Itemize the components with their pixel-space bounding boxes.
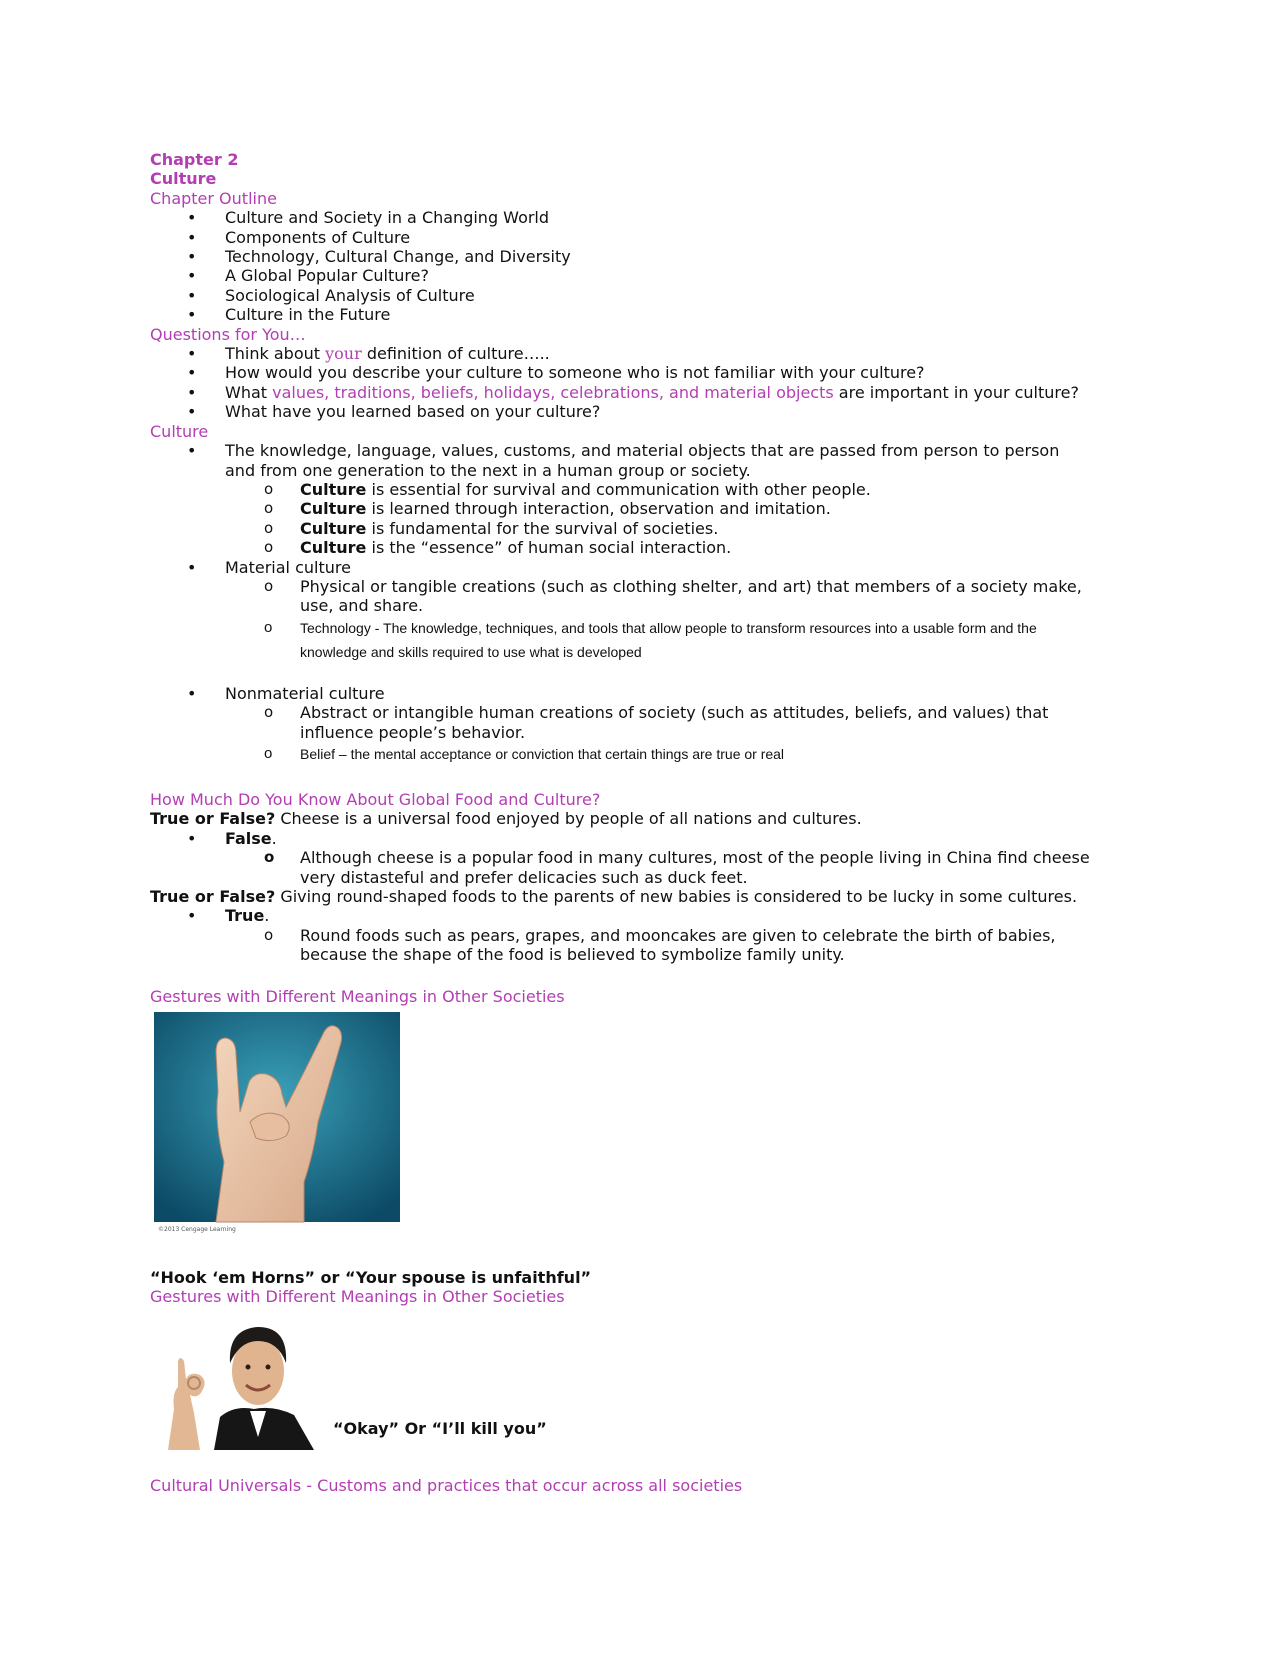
list-item: • Culture and Society in a Changing World (187, 208, 550, 228)
list-item: • Culture in the Future (187, 305, 391, 325)
sub-list-item: o Abstract or intangible human creations of society (such as attitudes, beliefs, and values) that influence people’s behavior. (264, 703, 1049, 742)
bullet-icon: • (187, 266, 197, 286)
list-item: • False. (187, 828, 277, 848)
gesture-caption: “Okay” Or “I’ll kill you” (333, 1419, 547, 1438)
emphasis-your: your (325, 344, 362, 364)
gesture-caption: “Hook ‘em Horns” or “Your spouse is unfaithful” (150, 1268, 592, 1287)
list-item: • The knowledge, language, values, customs, and material objects that are passed from person to person and from one generation to the next in a human group or society. (187, 441, 1060, 480)
emphasis-values: values, traditions, beliefs, holidays, celebrations, and material objects (272, 382, 834, 402)
okay-gesture-icon (154, 1317, 330, 1450)
bullet-icon: • (187, 557, 197, 577)
universals-heading: Cultural Universals - Customs and practices that occur across all societies (150, 1476, 743, 1495)
circle-bullet-icon: o (264, 518, 274, 537)
circle-bullet-icon: o (264, 925, 274, 944)
circle-bullet-icon: o (264, 744, 273, 762)
list-item: • Material culture (187, 557, 351, 577)
hand-horns-photo (154, 1012, 400, 1234)
bullet-icon: • (187, 906, 197, 926)
quiz-question: True or False? Cheese is a universal food enjoyed by people of all nations and cultures. (150, 809, 862, 829)
circle-bullet-icon: o (264, 848, 275, 867)
sub-list-item: o Round foods such as pears, grapes, and mooncakes are given to celebrate the birth of babies, because the shape of the food is believed to symbolize family unity. (264, 925, 1056, 965)
bullet-icon: • (187, 382, 197, 402)
list-item: • Nonmaterial culture (187, 683, 385, 703)
outline-heading: Chapter Outline (150, 188, 277, 208)
bullet-icon: • (187, 683, 197, 703)
circle-bullet-icon: o (264, 703, 274, 722)
bullet-icon: • (187, 247, 197, 267)
list-item: • Technology, Cultural Change, and Diversity (187, 247, 571, 267)
circle-bullet-icon: o (264, 576, 274, 595)
gestures-heading: Gestures with Different Meanings in Other Societies (150, 1287, 565, 1306)
quiz-question: True or False? Giving round-shaped foods to the parents of new babies is considered to be lucky in some cultures. (150, 887, 1078, 907)
culture-heading: Culture (150, 421, 209, 441)
questions-heading: Questions for You… (150, 324, 306, 344)
bullet-icon: • (187, 402, 197, 422)
okay-gesture-photo (154, 1317, 330, 1450)
svg-text:©2013 Cengage Learning: ©2013 Cengage Learning (158, 1226, 236, 1233)
bullet-icon: • (187, 344, 197, 364)
list-item: • What values, traditions, beliefs, holidays, celebrations, and material objects are important in your culture? (187, 382, 1079, 402)
bullet-icon: • (187, 305, 197, 325)
horns-gesture-icon (154, 1012, 400, 1234)
bullet-icon: • (187, 363, 197, 383)
circle-bullet-icon: o (264, 538, 274, 557)
list-item: • A Global Popular Culture? (187, 266, 429, 286)
list-item: • True. (187, 906, 270, 926)
document-page (150, 150, 1140, 766)
list-item: • How would you describe your culture to someone who is not familiar with your culture? (187, 363, 925, 383)
bullet-icon: • (187, 441, 197, 461)
sub-list-item: o Culture is learned through interaction, observation and imitation. (264, 499, 831, 519)
sub-list-item: o Physical or tangible creations (such as clothing shelter, and art) that members of a society make, use, and share. (264, 576, 1082, 616)
sub-list-item: o Culture is fundamental for the survival of societies. (264, 518, 719, 538)
food-section (150, 790, 1140, 965)
bullet-icon: • (187, 208, 197, 228)
list-item: • Sociological Analysis of Culture (187, 285, 475, 305)
sub-list-item: o Belief – the mental acceptance or conviction that certain things are true or real (150, 742, 1140, 766)
food-heading: How Much Do You Know About Global Food and Culture? (150, 790, 601, 809)
outline-list (150, 208, 1140, 324)
sub-list-item: o Culture is essential for survival and communication with other people. (264, 479, 871, 499)
list-item: • Components of Culture (187, 227, 411, 247)
sub-list-item: o Although cheese is a popular food in many cultures, most of the people living in China find cheese very distasteful and prefer delicacies such as duck feet. (264, 848, 1090, 887)
sub-list-item: o Technology - The knowledge, techniques, and tools that allow people to transform resources into a usable form and the knowledge and skills required to use what is developed (150, 616, 1140, 664)
bullet-icon: • (187, 227, 197, 247)
bullet-icon: • (187, 285, 197, 305)
list-item: • What have you learned based on your culture? (187, 402, 601, 422)
gestures-heading: Gestures with Different Meanings in Other Societies (150, 987, 565, 1006)
chapter-title: Culture (150, 169, 217, 189)
circle-bullet-icon: o (264, 618, 273, 636)
list-item: • Think about your definition of culture….. (187, 344, 550, 364)
circle-bullet-icon: o (264, 479, 274, 498)
chapter-number: Chapter 2 (150, 150, 239, 169)
bullet-icon: • (187, 828, 197, 848)
circle-bullet-icon: o (264, 499, 274, 518)
sub-list-item: o Culture is the “essence” of human social interaction. (264, 538, 732, 558)
